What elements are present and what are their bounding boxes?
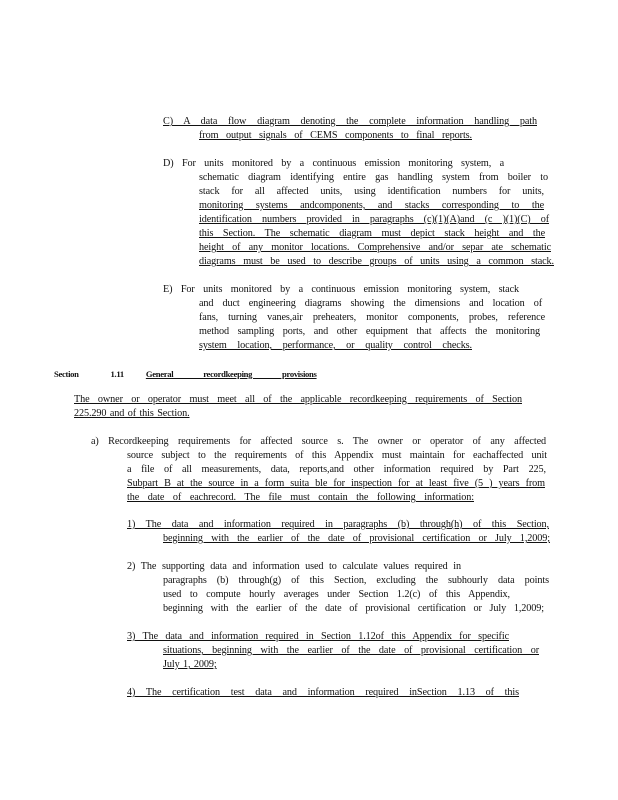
item-e-line-4: method sampling ports, and other equipment that affects the monitoring — [199, 326, 540, 337]
section-number: Section 1.11 — [54, 369, 124, 379]
item-c-line-1: C) A data flow diagram denoting the complete information handling path — [163, 116, 537, 127]
para-a-line-4: Subpart B at the source in a form suita ble for inspection for at least five (5 ) years from — [127, 478, 545, 489]
item-d-line-2: schematic diagram identifying entire gas handling system from boiler to — [199, 172, 548, 183]
section-title: General recordkeeping provisions — [145, 369, 317, 379]
para-a-line-2: source subject to the requirements of this Appendix must maintain for eachaffected unit — [127, 450, 547, 461]
sub-item-3-line-1: 3) The data and information required in Section 1.12of this Appendix for specific — [127, 631, 509, 642]
item-e-line-5: system location, performance, or quality control checks. — [199, 340, 472, 351]
item-c-line-2: from output signals of CEMS components to final reports. — [199, 130, 472, 141]
sub-item-3-line-2: situations, beginning with the earlier of the date of provisional certification or — [163, 645, 539, 656]
item-d-line-6: this Section. The schematic diagram must depict stack height and the — [199, 228, 545, 239]
item-d-line-4: monitoring systems andcomponents, and stacks corresponding to the — [199, 200, 544, 211]
section-heading — [54, 368, 317, 380]
intro-line-2: 225.290 and of this Section. — [74, 408, 190, 419]
item-e-line-2: and duct engineering diagrams showing the dimensions and location of — [199, 298, 542, 309]
sub-item-4-line-1: 4) The certification test data and information required inSection 1.13 of this — [127, 687, 519, 698]
item-d-line-5: identification numbers provided in paragraphs (c)(1)(A)and (c )(1)(C) of — [199, 214, 549, 225]
sub-item-2-line-2: paragraphs (b) through(g) of this Section, excluding the subhourly data points — [163, 575, 549, 586]
para-a-line-1: a) Recordkeeping requirements for affected source s. The owner or operator of any affected — [91, 436, 546, 447]
para-a-line-5: the date of eachrecord. The file must contain the following information: — [127, 492, 474, 503]
sub-item-2-line-1: 2) The supporting data and information used to calculate values required in — [127, 561, 461, 572]
sub-item-3-line-3: July 1, 2009; — [163, 659, 217, 670]
item-d-line-7: height of any monitor locations. Comprehensive and/or separ ate schematic — [199, 242, 551, 253]
para-a-line-3: a file of all measurements, data, reports,and other information required by Part 225, — [127, 464, 546, 475]
sub-item-2-line-4: beginning with the earlier of the date of provisional certification or July 1,2009; — [163, 603, 544, 614]
intro-line-1: The owner or operator must meet all of the applicable recordkeeping requirements of Section — [74, 394, 522, 405]
sub-item-2-line-3: used to compute hourly averages under Section 1.2(c) of this Appendix, — [163, 589, 510, 600]
item-d-line-1: D) For units monitored by a continuous emission monitoring system, a — [163, 158, 504, 169]
item-d-line-8: diagrams must be used to describe groups of units using a common stack. — [199, 256, 554, 267]
item-e-line-1: E) For units monitored by a continuous emission monitoring system, stack — [163, 284, 519, 295]
sub-item-1-line-1: 1) The data and information required in paragraphs (b) through(h) of this Section, — [127, 519, 549, 530]
item-e-line-3: fans, turning vanes,air preheaters, monitor components, probes, reference — [199, 312, 545, 323]
sub-item-1-line-2: beginning with the earlier of the date of provisional certification or July 1,2009; — [163, 533, 550, 544]
item-d-line-3: stack for all affected units, using identification numbers for units, — [199, 186, 544, 197]
